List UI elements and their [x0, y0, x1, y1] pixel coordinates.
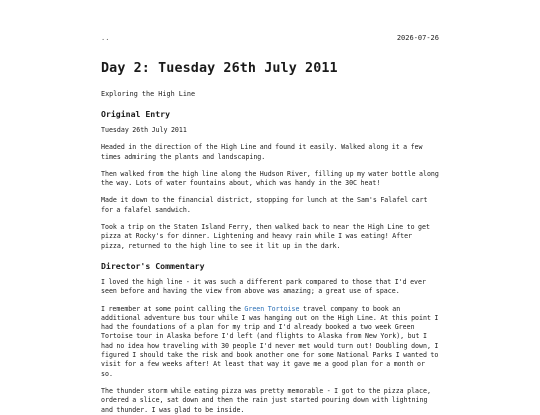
commentary-text: I remember at some point calling the: [101, 304, 245, 313]
back-link[interactable]: ..: [101, 34, 110, 42]
entry-paragraph: Took a trip on the Staten Island Ferry, then walked back to near the High Line to get pizza at Rocky's for dinner. Lightening and heavy rain while I was eating! After pizza, returned to the high line to see it lit up in the dark.: [101, 223, 430, 250]
entry-paragraph: Made it down to the financial district, stopping for lunch at the Sam's Falafel cart for a falafel sandwich.: [101, 196, 428, 214]
green-tortoise-link[interactable]: Green Tortoise: [244, 304, 300, 313]
article-page: [101, 0, 439, 415]
commentary-paragraph: I loved the high line - it was such a different park compared to those that I'd ever seen before and having the view from above was amazing; a great use of space.: [101, 277, 426, 296]
commentary-text: travel company to book an additional adventure bus tour while I was hanging out on the High Line. At this point I had the foundations of a plan for my trip and I'd already booked a two week Green Tortoise tour in Alaska before I'd left (and flights to Alaska from New York), but I had no idea how traveling with 30 people I'd never met would turn out! Doubling down, I figured I should take the risk and book another one for some National Parks I wanted to visit for a few weeks after! At least that way it gave me a good plan for a month or so.: [101, 304, 439, 378]
page-subtitle: Exploring the High Line: [101, 90, 196, 98]
top-bar: [101, 0, 439, 44]
entry-paragraph: Headed in the direction of the High Line and found it easily. Walked along it a few times admiring the plants and landscaping.: [101, 143, 423, 161]
commentary-paragraph: [101, 305, 439, 379]
entry-paragraph: Then walked from the high line along the Hudson River, filling up my water bottle along the way. Lots of water fountains about, which was handy in the 30C heat!: [101, 169, 439, 188]
entry-date: Tuesday 26th July 2011: [101, 126, 187, 134]
date-stamp: 2026-07-26: [396, 34, 439, 42]
section-heading-directors-commentary: Director's Commentary: [101, 260, 205, 271]
page-title: Day 2: Tuesday 26th July 2011: [101, 61, 338, 76]
commentary-paragraph: The thunder storm while eating pizza was pretty memorable - I got to the pizza place, ordered a slice, sat down and then the rain just started pouring down with lightning and thunder. I was glad to be inside.: [101, 386, 431, 414]
section-heading-original-entry: Original Entry: [101, 109, 171, 119]
